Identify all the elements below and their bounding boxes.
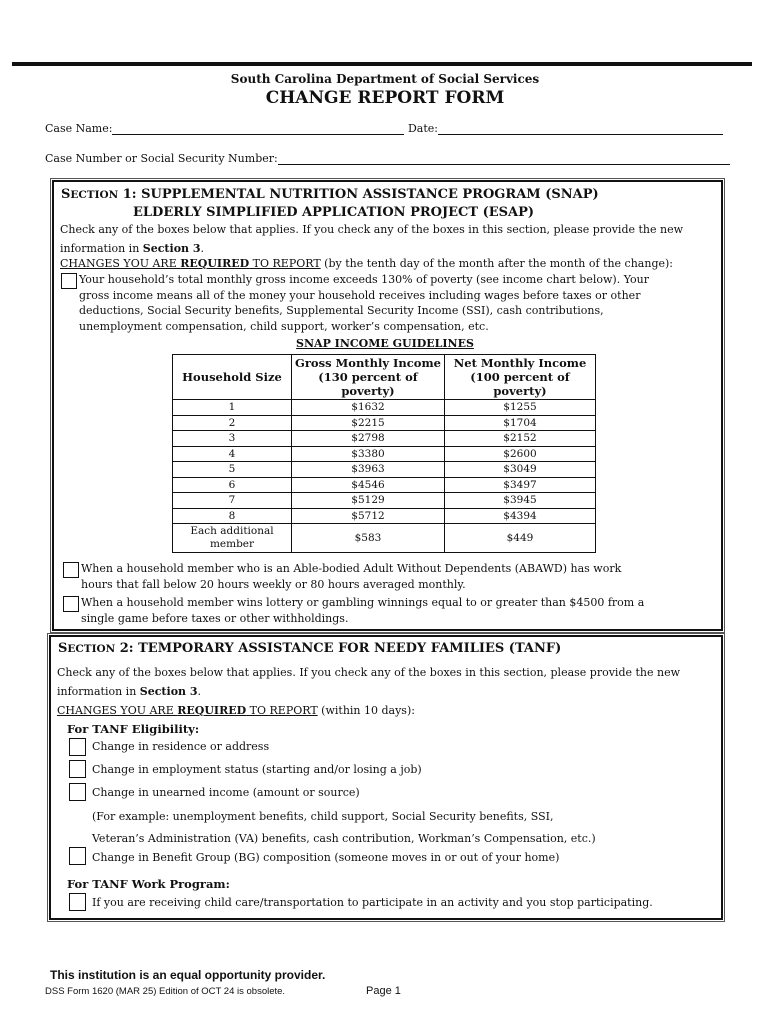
table-header: Net Monthly Income (100 percent of poverty) xyxy=(445,355,596,400)
table-header: Gross Monthly Income (130 percent of poverty) xyxy=(292,355,445,400)
case-name-label: Case Name: xyxy=(45,122,113,135)
work-program-text: If you are receiving child care/transportation to participate in an activity and you stop participating. xyxy=(92,896,653,909)
case-name-line[interactable] xyxy=(112,124,404,135)
form-id: DSS Form 1620 (MAR 25) Edition of OCT 24 is obsolete. xyxy=(45,986,286,997)
residence-checkbox[interactable] xyxy=(69,738,86,756)
unearned-income-text: Change in unearned income (amount or source) xyxy=(92,786,360,799)
employment-text: Change in employment status (starting and/or losing a job) xyxy=(92,763,422,776)
tanf-eligibility-heading: For TANF Eligibility: xyxy=(67,722,200,736)
benefit-group-text: Change in Benefit Group (BG) composition (someone moves in or out of your home) xyxy=(92,851,560,864)
lottery-text: When a household member wins lottery or gambling winnings equal to or greater than $4500 from a single game before taxes or other withholdings. xyxy=(81,596,645,625)
date-line[interactable] xyxy=(438,124,723,135)
income-guidelines-table xyxy=(172,354,596,553)
benefit-group-checkbox[interactable] xyxy=(69,847,86,865)
snap-income-text: Your household’s total monthly gross income exceeds 130% of poverty (see income chart below). Your gross income means all of the money your household receives including wages before taxes or other deductions, Social Security benefits, Supplemental Security Income (SSI), cash contributions, unemployment compensation, child support, worker’s compensation, etc. xyxy=(79,273,649,333)
page-number: Page 1 xyxy=(366,985,401,997)
section-1-intro: Check any of the boxes below that applies. If you check any of the boxes in this section, please provide the new information in Section 3. xyxy=(60,223,684,255)
section-2-title: SECTION 2: TEMPORARY ASSISTANCE FOR NEEDY FAMILIES (TANF) xyxy=(58,641,562,656)
table-row: 1 $1632 $1255 xyxy=(173,400,596,416)
table-row: 5 $3963 $3049 xyxy=(173,462,596,478)
section-2-intro: Check any of the boxes below that applies. If you check any of the boxes in this section, please provide the new information in Section 3. CHANGES YOU ARE REQUIRED TO REPORT (within 10 days): xyxy=(57,666,681,717)
date-label: Date: xyxy=(407,122,438,135)
case-number-field[interactable] xyxy=(45,152,730,165)
abawd-text: When a household member who is an Able-bodied Adult Without Dependents (ABAWD) has work hours that fall below 20 hours weekly or 80 hours averaged monthly. xyxy=(81,562,622,591)
agency-name: South Carolina Department of Social Services xyxy=(230,72,540,86)
case-number-line[interactable] xyxy=(278,154,730,165)
table-row: 6 $4546 $3497 xyxy=(173,477,596,493)
top-rule xyxy=(12,62,752,66)
table-header: Household Size xyxy=(173,355,292,400)
section-1-changes: CHANGES YOU ARE REQUIRED TO REPORT (by the tenth day of the month after the month of the change): xyxy=(60,257,673,270)
unearned-example-text: (For example: unemployment benefits, child support, Social Security benefits, SSI, Veteran’s Administration (VA) benefits, cash contribution, Workman’s Compensation, etc.) xyxy=(92,810,596,845)
abawd-checkbox[interactable] xyxy=(63,562,79,578)
table-row: 4 $3380 $2600 xyxy=(173,446,596,462)
table-row: 3 $2798 $2152 xyxy=(173,431,596,447)
snap-income-checkbox[interactable] xyxy=(61,273,77,289)
unearned-income-checkbox[interactable] xyxy=(69,783,86,801)
tanf-work-heading: For TANF Work Program: xyxy=(67,877,230,891)
case-name-field[interactable] xyxy=(45,122,723,135)
table-row: Each additional member $583 $449 xyxy=(173,524,596,553)
work-program-checkbox[interactable] xyxy=(69,893,86,911)
equal-opportunity-statement: This institution is an equal opportunity provider. xyxy=(50,968,326,982)
table-row: 7 $5129 $3945 xyxy=(173,493,596,509)
table-row: 2 $2215 $1704 xyxy=(173,415,596,431)
section-1-subtitle: ELDERLY SIMPLIFIED APPLICATION PROJECT (ESAP) xyxy=(133,205,535,220)
lottery-checkbox[interactable] xyxy=(63,596,79,612)
guidelines-title: SNAP INCOME GUIDELINES xyxy=(296,337,474,350)
table-row: 8 $5712 $4394 xyxy=(173,508,596,524)
case-number-label: Case Number or Social Security Number: xyxy=(45,152,278,165)
section-1-title: SECTION 1: SUPPLEMENTAL NUTRITION ASSISTANCE PROGRAM (SNAP) xyxy=(61,187,599,202)
residence-text: Change in residence or address xyxy=(92,740,270,753)
employment-checkbox[interactable] xyxy=(69,760,86,778)
form-title: CHANGE REPORT FORM xyxy=(265,88,505,108)
